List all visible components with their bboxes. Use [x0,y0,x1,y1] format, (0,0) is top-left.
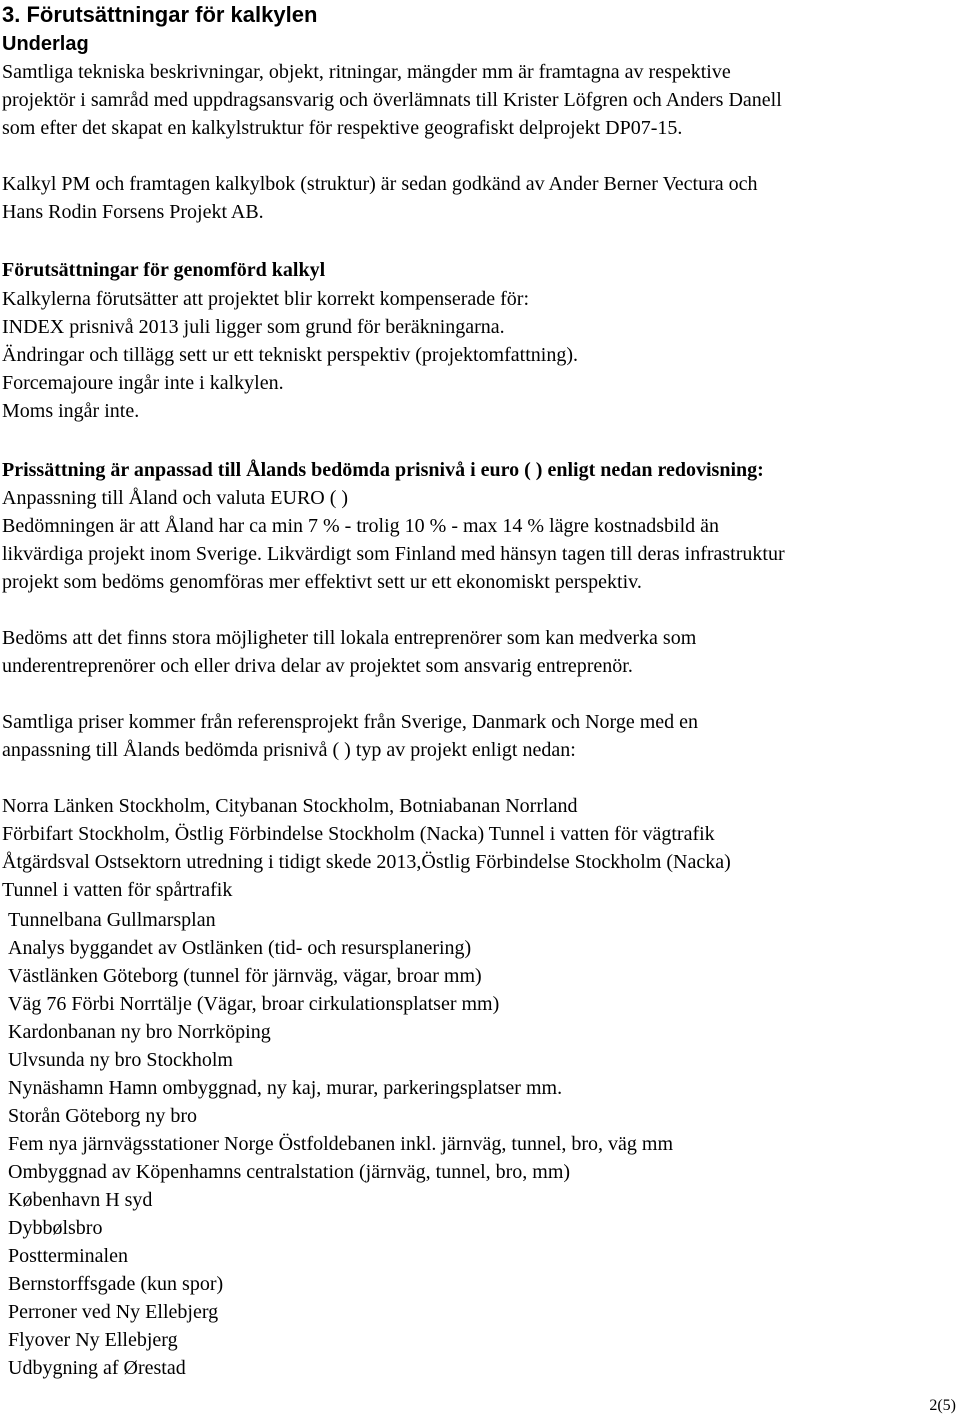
paragraph-line: anpassning till Ålands bedömda prisnivå ( ) typ av projekt enligt nedan: [2,739,576,761]
project-line: Tunnel i vatten för spårtrafik [2,879,233,901]
project-list-item: Perroner ved Ny Ellebjerg [8,1301,219,1323]
paragraph-line: Bedömningen är att Åland har ca min 7 % - trolig 10 % - max 14 % lägre kostnadsbild än [2,515,720,537]
project-list-item: Flyover Ny Ellebjerg [8,1329,178,1351]
project-line: Förbifart Stockholm, Östlig Förbindelse Stockholm (Nacka) Tunnel i vatten för vägtrafik [2,823,715,845]
project-line: Norra Länken Stockholm, Citybanan Stockholm, Botniabanan Norrland [2,795,578,817]
underlag-heading: Underlag [2,33,89,55]
paragraph-line: Forcemajoure ingår inte i kalkylen. [2,372,284,394]
paragraph-line: Samtliga priser kommer från referensprojekt från Sverige, Danmark och Norge med en [2,711,699,733]
paragraph-line: som efter det skapat en kalkylstruktur för respektive geografiskt delprojekt DP07-15. [2,117,683,139]
paragraph-line: Bedöms att det finns stora möjligheter till lokala entreprenörer som kan medverka som [2,627,697,649]
page-number: 2(5) [929,1397,956,1414]
paragraph-line: Samtliga tekniska beskrivningar, objekt, ritningar, mängder mm är framtagna av respektive [2,61,731,83]
project-list-item: Postterminalen [8,1245,128,1267]
paragraph-line: INDEX prisnivå 2013 juli ligger som grund för beräkningarna. [2,316,505,338]
project-list-item: Bernstorffsgade (kun spor) [8,1273,224,1295]
paragraph-line: likvärdiga projekt inom Sverige. Likvärdigt som Finland med hänsyn tagen till deras infrastruktur [2,543,785,565]
project-list-item: Västlänken Göteborg (tunnel för järnväg, vägar, broar mm) [8,965,482,987]
project-list-item: Analys byggandet av Ostlänken (tid- och resursplanering) [8,937,472,959]
paragraph-line: Anpassning till Åland och valuta EURO ( ) [2,487,349,509]
section-title: 3. Förutsättningar för kalkylen [2,2,318,27]
project-list-item: Nynäshamn Hamn ombyggnad, ny kaj, murar, parkeringsplatser mm. [8,1077,563,1099]
project-list-item: Väg 76 Förbi Norrtälje (Vägar, broar cirkulationsplatser mm) [8,993,500,1015]
paragraph-line: Kalkyl PM och framtagen kalkylbok (struktur) är sedan godkänd av Ander Berner Vectura och [2,173,758,195]
project-list-item: Ulvsunda ny bro Stockholm [8,1049,233,1071]
prissattning-heading: Prissättning är anpassad till Ålands bedömda prisnivå i euro ( ) enligt nedan redovisning: [2,459,764,481]
project-list-item: Storån Göteborg ny bro [8,1105,198,1127]
project-list-item: Tunnelbana Gullmarsplan [8,909,216,931]
paragraph-line: Kalkylerna förutsätter att projektet blir korrekt kompenserade för: [2,288,530,310]
paragraph-line: Ändringar och tillägg sett ur ett tekniskt perspektiv (projektomfattning). [2,344,578,366]
paragraph-line: underentreprenörer och eller driva delar av projektet som ansvarig entreprenör. [2,655,633,677]
paragraph-line: Hans Rodin Forsens Projekt AB. [2,201,264,223]
project-line: Åtgärdsval Ostsektorn utredning i tidigt skede 2013,Östlig Förbindelse Stockholm (Nacka) [2,851,731,873]
project-list-item: Dybbølsbro [8,1217,103,1239]
project-list-item: Fem nya järnvägsstationer Norge Östfoldebanen inkl. järnväg, tunnel, bro, väg mm [8,1133,674,1155]
project-list-item: Kardonbanan ny bro Norrköping [8,1021,271,1043]
paragraph-line: Moms ingår inte. [2,400,140,422]
paragraph-line: projekt som bedöms genomföras mer effektivt sett ur ett ekonomiskt perspektiv. [2,571,642,593]
project-list-item: Ombyggnad av Köpenhamns centralstation (järnväg, tunnel, bro, mm) [8,1161,571,1183]
project-list-item: Udbygning af Ørestad [8,1357,186,1379]
project-list-item: København H syd [8,1189,153,1211]
paragraph-line: projektör i samråd med uppdragsansvarig och överlämnats till Krister Löfgren och Anders Danell [2,89,782,111]
forutsattningar-heading: Förutsättningar för genomförd kalkyl [2,259,326,281]
